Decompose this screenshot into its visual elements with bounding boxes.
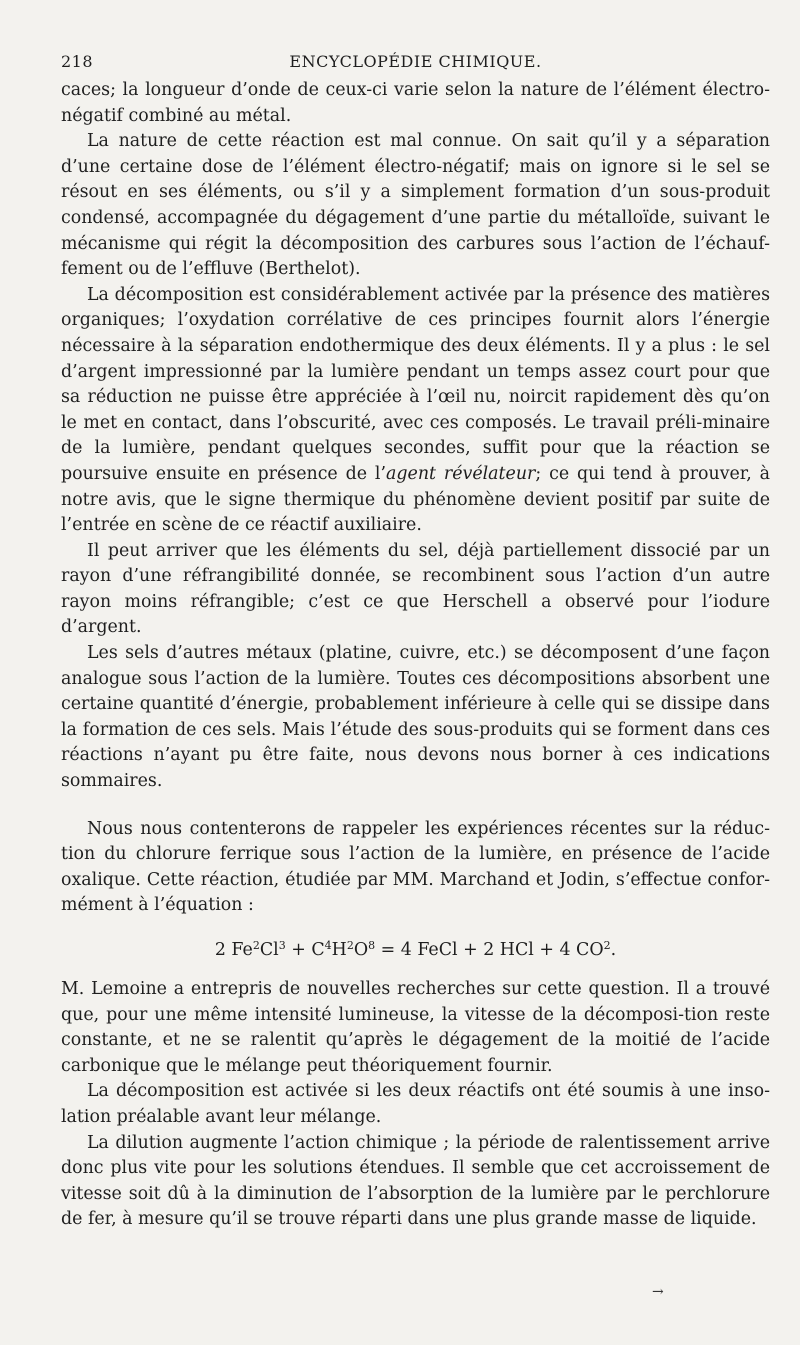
page-number: 218 xyxy=(61,52,94,71)
paragraph-3 xyxy=(61,283,770,539)
paragraph-8: La décomposition est activée si les deux réactifs ont été soumis à une inso-lation préalable avant leur mélange. xyxy=(61,1081,770,1127)
eq-exp: 8 xyxy=(368,939,376,952)
eq-exp: 2 xyxy=(346,939,354,952)
paragraph-3-tail: ; ce qui tend à prouver, à notre avis, que le signe thermique du phénomène devient positif par suite de l’entrée en scène de ce réactif auxiliaire. xyxy=(61,463,770,536)
paragraph-9: La dilution augmente l’action chimique ; la période de ralentissement arrive donc plus vite pour les solutions étendues. Il semble que cet accroissement de vitesse soit dû à la diminution de l’absorption de la lumière par le perchlorure de fer, à mesure qu’il se trouve réparti dans une plus grande masse de liquide. xyxy=(61,1132,770,1230)
paragraph-7: M. Lemoine a entrepris de nouvelles recherches sur cette question. Il a trouvé que, pour une même intensité lumineuse, la vitesse de la décomposi-tion reste constante, et ne se ralentit qu’après le dégagement de la moitié de l’acide carbonique que le mélange peut théoriquement fournir. xyxy=(61,979,770,1076)
eq-op: + xyxy=(285,940,312,960)
eq-exp: 4 xyxy=(324,939,332,952)
eq-exp: 2 xyxy=(252,939,260,952)
eq-exp: 3 xyxy=(278,939,286,952)
eq-term: H xyxy=(331,940,347,960)
eq-term: Cl xyxy=(259,940,279,960)
eq-term: . xyxy=(610,940,617,960)
paragraph-2: La nature de cette réaction est mal connue. On sait qu’il y a séparation d’une certaine dose de l’élément électro-négatif; mais on ignore si le sel se résout en ses éléments, ou s’il y a simplement formation d’un sous-produit condensé, accompagnée du dégagement d’une partie du métalloïde, suivant le mécanisme qui régit la décomposition des carbures sous l’action de l’échauf-fement ou de l’effluve (Berthelot). xyxy=(61,131,770,280)
body-text xyxy=(61,78,770,1233)
eq-term: C xyxy=(311,940,325,960)
italic-term: agent révélateur xyxy=(386,463,536,484)
chemical-equation xyxy=(61,937,770,963)
page-header xyxy=(61,50,770,78)
eq-exp: 2 xyxy=(603,939,611,952)
paragraph-1: caces; la longueur d’onde de ceux-ci varie selon la nature de l’élément électro-négatif combiné au métal. xyxy=(61,80,770,126)
running-title: ENCYCLOPÉDIE CHIMIQUE. xyxy=(289,52,542,71)
paragraph-3-text: La décomposition est considérablement activée par la présence des matières organiques; l’oxydation corrélative de ces principes fournit alors l’énergie nécessaire à la séparation endothermique des deux éléments. Il y a plus : le sel d’argent impressionné par la lumière pendant un temps assez court pour que sa réduction ne puisse être appréciée à l’œil nu, noircit rapidement dès qu’on le met en contact, dans l’obscurité, avec ces composés. Le travail préli-minaire de la lumière, pendant quelques secondes, suffit pour que la réaction se poursuive ensuite en présence de l’ xyxy=(61,284,770,484)
paragraph-6: Nous nous contenterons de rappeler les expériences récentes sur la réduc-tion du chlorure ferrique sous l’action de la lumière, en présence de l’acide oxalique. Cette réaction, étudiée par MM. Marchand et Jodin, s’effectue confor-mément à l’équation : xyxy=(61,818,770,916)
section-gap xyxy=(61,795,770,817)
paragraph-5: Les sels d’autres métaux (platine, cuivre, etc.) se décomposent d’une façon analogue sous l’action de la lumière. Toutes ces décompositions absorbent une certaine quantité d’énergie, probablement inférieure à celle qui se dissipe dans la formation de ces sels. Mais l’étude des sous-produits qui se forment dans ces réactions n’ayant pu être faite, nous devons nous borner à ces indications sommaires. xyxy=(61,643,770,792)
catchword-mark: → xyxy=(652,1284,664,1300)
paragraph-4: Il peut arriver que les éléments du sel, déjà partiellement dissocié par un rayon d’une réfrangibilité donnée, se recombinent sous l’action d’un autre rayon moins réfrangible; c’est ce que Herschell a observé pour l’iodure d’argent. xyxy=(61,540,770,638)
eq-term: O xyxy=(353,940,369,960)
eq-term: = 4 FeCl + 2 HCl + 4 CO xyxy=(375,940,604,960)
eq-term: 2 Fe xyxy=(214,940,253,960)
